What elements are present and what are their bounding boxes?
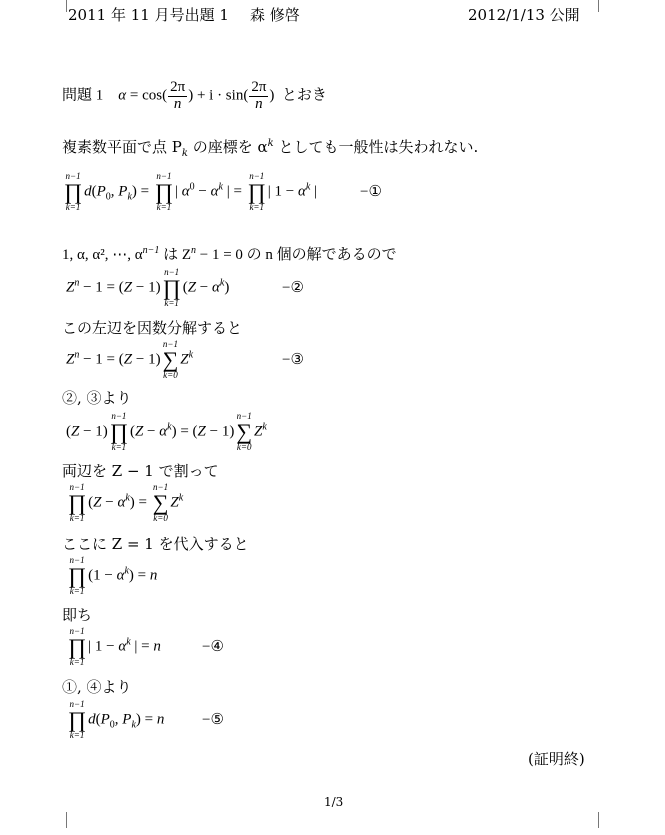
equation-combined: (Z − 1) n−1 ∏ k=1 $(Z - \alpha^k) = (Z - 1)$ n−1 ∑ k=0 $Z^k$	[66, 411, 267, 452]
sin-term: + i · sin(	[196, 87, 249, 104]
product-operator: n−1 ∏ k=1	[68, 482, 87, 523]
frac-denominator: n	[173, 95, 182, 112]
alpha-symbol: α	[118, 87, 127, 104]
roots-sentence: 1, α, α², ⋯, $\alpha^{n-1}$ は $Z^n - 1 = 0$ の n 個の解であるので	[62, 245, 397, 263]
product-operator: n−1 ∏ k=1	[64, 171, 83, 212]
product-operator: n−1 ∏ k=1	[154, 171, 174, 212]
equation-5: n−1 ∏ k=1 $d(P_0$, $P_k) = n$	[68, 699, 165, 740]
fraction-cos	[168, 80, 187, 113]
superscript-k: k	[267, 138, 274, 149]
crop-mark	[598, 0, 599, 12]
problem-label: 問題 1	[62, 87, 104, 104]
plane-text-end: としても一般性は失われない.	[273, 138, 479, 156]
frac-numerator: 2π	[170, 79, 186, 95]
equals-sign: =	[129, 87, 139, 104]
equation-3: $Z^n - 1 = (Z - 1)$ n−1 ∑ k=0 $Z^k$	[66, 339, 194, 380]
equation-2: $Z^n - 1 = (Z - 1)$ n−1 ∏ k=1 $(Z - \alpha^k)$	[66, 267, 230, 308]
product-operator: n−1 ∏ k=1	[68, 626, 87, 667]
equation-1: n−1 ∏ k=1 $d(P_0$, $P_k$) = n−1 ∏ k=1 | $\alpha^0 - \alpha^k$ | = n−1 ∏ k=1 | $1 - \alpha^k$ |	[64, 171, 318, 212]
plane-text-rest: の座標を α	[187, 138, 268, 156]
product-operator: n−1 ∏ k=1	[247, 171, 266, 212]
equation-4-tag: −④	[202, 639, 224, 655]
sum-operator: n−1 ∑ k=0	[152, 482, 169, 523]
equation-5-tag: −⑤	[202, 712, 224, 728]
cos-term: cos(	[142, 87, 168, 104]
equation-4: n−1 ∏ k=1 | $1 - \alpha^k$ | = n	[68, 626, 161, 667]
sum-operator: n−1 ∑ k=0	[162, 339, 179, 380]
substitute-sentence: ここに Z = 1 を代入すると	[62, 535, 249, 553]
equation-2-tag: −②	[282, 280, 304, 296]
equation-divided: n−1 ∏ k=1 $(Z - \alpha^k)$ = n−1 ∑ k=0 $Z^k$	[68, 482, 184, 523]
equation-substituted: n−1 ∏ k=1 $(1 - \alpha^k) = n$	[68, 555, 158, 596]
header-issue: 2011 年 11 月号出題 1	[68, 6, 229, 24]
crop-mark	[66, 812, 67, 828]
sunawachi-word: 即ち	[62, 606, 93, 624]
header-author: 森 修啓	[250, 6, 300, 24]
equation-3-tag: −③	[282, 352, 304, 368]
header-date: 2012/1/13 公開	[468, 6, 580, 24]
product-operator: n−1 ∏ k=1	[162, 267, 181, 308]
from-14-sentence: ①, ④より	[62, 678, 132, 696]
plane-text: 複素数平面で点 P	[62, 138, 182, 156]
plane-sentence	[62, 136, 478, 159]
page-number: 1/3	[324, 795, 344, 809]
product-operator: n−1 ∏ k=1	[109, 411, 128, 452]
equation-1-tag: −①	[360, 184, 382, 200]
from-23-sentence: ②, ③より	[62, 389, 132, 407]
close-paren: )	[269, 87, 275, 104]
fraction-sin	[249, 80, 268, 113]
subscript-k: k	[181, 148, 188, 159]
close-paren: )	[188, 87, 194, 104]
frac-denominator: n	[255, 95, 263, 112]
frac-numerator: 2π	[251, 79, 267, 95]
sum-operator: n−1 ∑ k=0	[236, 411, 253, 452]
toki-text: とおき	[281, 87, 327, 104]
roots-text: 1, α, α², ⋯, α	[62, 247, 143, 263]
product-operator: n−1 ∏ k=1	[68, 699, 87, 740]
qed-mark: (証明終)	[528, 750, 585, 768]
crop-mark	[598, 812, 599, 828]
crop-mark	[66, 0, 67, 12]
factor-sentence: この左辺を因数分解すると	[62, 319, 243, 337]
problem-statement	[62, 80, 327, 113]
divide-sentence: 両辺を Z − 1 で割って	[62, 462, 219, 480]
product-operator: n−1 ∏ k=1	[68, 555, 87, 596]
